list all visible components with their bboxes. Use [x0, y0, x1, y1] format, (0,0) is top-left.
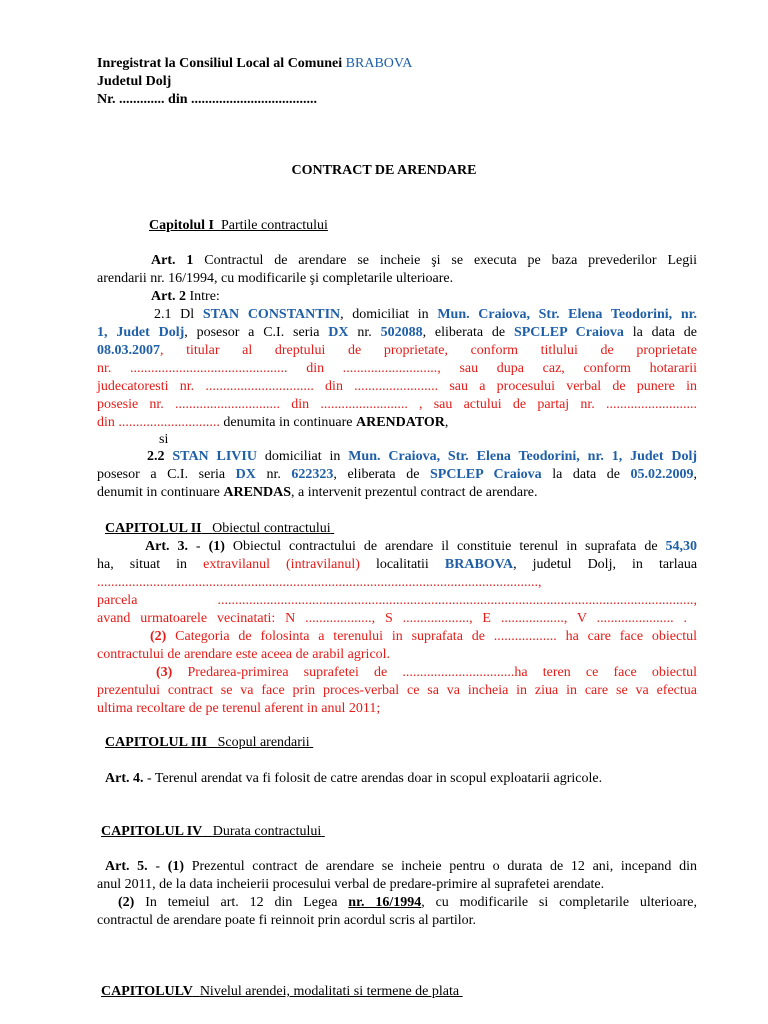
art5-law-reference: nr. 16/1994 — [348, 895, 422, 910]
art3-paragraph-1: (1) — [208, 539, 225, 554]
party-1-line5: judecatoresti nr. ............................... din ........................ sau a procesului verbal de punere in — [97, 379, 697, 394]
art3-line1: Art. 3. - (1) Obiectul contractului de arendare il constituie terenul in suprafata de 54,30 — [145, 539, 698, 554]
chapter-1-label: Capitolul I — [149, 218, 214, 233]
art5-text-1: Prezentul contract de arendare se incheie pentru o durata de 12 ani, incepand din — [191, 859, 697, 874]
party-1-domicile-label: , domiciliat in — [340, 307, 429, 322]
art1-text-1: Contractul de arendare se incheie şi se executa pe baza prevederilor Legii — [204, 253, 697, 268]
party-2-id-number: 622323 — [291, 467, 334, 482]
chapter-4-label: CAPITOLUL IV — [101, 824, 203, 839]
party-1-number: 2.1 Dl — [154, 307, 195, 322]
art5-line3 — [118, 894, 697, 912]
art5-label: Art. 5. — [105, 859, 148, 874]
art4-label: Art. 4. — [105, 771, 144, 786]
party-2-line3 — [97, 484, 537, 502]
header-county: Judetul Dolj — [97, 74, 172, 89]
chapter-3-heading — [105, 734, 313, 752]
party-2-domicile-label: domiciliat in — [264, 449, 341, 464]
art3-dots: .............................................................................................................................., — [97, 575, 542, 590]
party-1-line3 — [97, 342, 697, 360]
chapter-4-heading — [101, 823, 325, 841]
art3-line2 — [97, 556, 697, 574]
art5-text-3a: In temeiul art. 12 din Legea — [145, 895, 338, 910]
chapter-2-label: CAPITOLUL II — [105, 521, 202, 536]
art5-paragraph-1: (1) — [167, 859, 185, 874]
party-2-issue-date: 05.02.2009 — [630, 467, 694, 482]
art3-text-1: Obiectul contractului de arendare il constituie terenul in suprafata de — [232, 539, 658, 554]
party-1-address-2: 1, Judet Dolj — [97, 325, 185, 340]
chapter-5-label: CAPITOLULV — [101, 984, 193, 999]
chapter-3-label: CAPITOLUL III — [105, 735, 208, 750]
art5-text-3b: , cu modificarile si completarile ulterioare, — [421, 895, 698, 910]
party-2-name: STAN LIVIU — [172, 449, 257, 464]
party-1-id-series: DX — [328, 325, 349, 340]
chapter-1-heading — [149, 217, 328, 235]
art3-p2-text-1: Categoria de folosinta a terenului in suprafata de .................. ha care face obiectul — [175, 629, 697, 644]
chapter-1-subtitle: Partile contractului — [220, 218, 328, 233]
art5-line2: anul 2011, de la data incheierii procesului verbal de predare-primire al suprafetei arendate. — [97, 877, 605, 892]
art1-line1 — [151, 252, 697, 270]
party-1-role: ARENDATOR — [355, 415, 445, 430]
party-1-line2 — [97, 324, 697, 342]
art3-neighbours: avand urmatoarele vecinatati: N ..................., S ..................., E .................., V ...................... . — [97, 611, 687, 626]
art3-paragraph-2: (2) — [150, 629, 167, 644]
art5-line1: Art. 5. - (1) Prezentul contract de arendare se incheie pentru o durata de 12 ani, incepand din — [105, 859, 697, 874]
party-1-line1 — [154, 306, 697, 324]
party-2-id-label: posesor a C.I. seria — [97, 467, 226, 482]
header-number: Nr. ............. din .................................... — [97, 92, 318, 107]
header-commune: BRABOVA — [345, 56, 413, 71]
chapter-2-subtitle: Obiectul contractului — [212, 521, 331, 536]
party-2-line1 — [147, 448, 697, 466]
art3-county-text: , judetul Dolj, in tarlaua — [513, 557, 698, 572]
art5-line4: contractul de arendare poate fi reinnoit prin acordul scris al partilor. — [97, 913, 477, 928]
art2-intro-text: Intre: — [189, 289, 220, 304]
party-1-issued-label: , eliberata de — [422, 325, 506, 340]
art3-p2-line2: contractului de arendare este aceea de arabil agricol. — [97, 647, 391, 662]
party-1-issue-date: 08.03.2007 — [97, 343, 160, 358]
party-1-title-text: , titular al dreptului de proprietate, conform titlului de proprietate — [160, 343, 697, 358]
art4-text: - Terenul arendat va fi folosit de catre arendas doar in scopul exploatarii agricole. — [147, 771, 603, 786]
art3-p2-line1 — [150, 628, 697, 646]
party-1-id-nr-label: nr. — [357, 325, 372, 340]
art3-label: Art. 3. — [145, 539, 188, 554]
party-2-id-series: DX — [235, 467, 256, 482]
party-2-designation-label: denumit in continuare — [97, 485, 220, 500]
chapter-5-heading — [101, 983, 463, 1001]
art2-label: Art. 2 — [151, 289, 186, 304]
party-2-date-label: la data de — [552, 467, 620, 482]
art1-label: Art. 1 — [151, 253, 194, 268]
party-1-line4: nr. ............................................. din ..........................., sau dupa caz, conform hotararii — [97, 361, 697, 376]
chapter-5-subtitle: Nivelul arendei, modalitati si termene de plata — [199, 984, 460, 999]
art3-p3-text-1: Predarea-primirea suprafetei de ................................ha teren ce face obiectul — [187, 665, 698, 680]
party-1-id-number: 502088 — [380, 325, 423, 340]
header-registration-text: Inregistrat la Consiliul Local al Comunei — [97, 56, 346, 71]
art3-area: 54,30 — [665, 539, 698, 554]
party-2-number: 2.2 — [147, 449, 165, 464]
party-2-address: Mun. Craiova, Str. Elena Teodorini, nr. 1, Judet Dolj — [348, 449, 698, 464]
party-1-address-1: Mun. Craiova, Str. Elena Teodorini, nr. — [437, 307, 698, 322]
art5-paragraph-2: (2) — [118, 895, 135, 910]
party-1-designation-label: denumita in continuare — [223, 415, 353, 430]
art3-commune: BRABOVA — [444, 557, 514, 572]
party-1-partition-date: din ............................. — [97, 415, 220, 430]
party-1-id-label: , posesor a C.I. seria — [184, 325, 320, 340]
chapter-2-heading — [105, 520, 334, 538]
party-2-id-nr-label: nr. — [266, 467, 281, 482]
art3-p3-line3: ultima recoltare de pe terenul aferent in anul 2011; — [97, 701, 381, 716]
art3-ha-label: ha, situat in — [97, 557, 188, 572]
art1-line2: arendarii nr. 16/1994, cu modificarile şi completarile ulterioare. — [97, 271, 454, 286]
art3-p3-line2: prezentului contract se va face prin proces-verbal ce sa va incheia in ziua in care se va efectua — [97, 683, 697, 698]
art3-p3-line1 — [156, 664, 697, 682]
art3-zone: extravilanul (intravilanul) — [203, 557, 360, 572]
party-1-issuer: SPCLEP Craiova — [513, 325, 624, 340]
document-title: CONTRACT DE ARENDARE — [291, 163, 477, 178]
party-2-issuer: SPCLEP Craiova — [429, 467, 542, 482]
art3-paragraph-3: (3) — [156, 665, 173, 680]
party-1-date-label: la data de — [632, 325, 698, 340]
party-1-line7: din ............................. denumita in continuare ARENDATOR, — [97, 415, 449, 430]
party-1-name: STAN CONSTANTIN — [202, 307, 341, 322]
chapter-4-subtitle: Durata contractului — [212, 824, 322, 839]
header-registration — [97, 55, 412, 73]
art3-parcela: parcela ........................................................................................................................................, — [97, 593, 697, 608]
chapter-3-subtitle: Scopul arendarii — [217, 735, 310, 750]
party-2-line2: posesor a C.I. seria DX nr. 622323, eliberata de SPCLEP Craiova la data de 05.02.2009, — [97, 467, 698, 482]
conjunction-si: si — [159, 432, 169, 447]
party-2-closing-text: , a intervenit prezentul contract de arendare. — [291, 485, 538, 500]
party-2-role: ARENDAS — [223, 485, 292, 500]
party-1-line6: posesie nr. .............................. din ......................... , sau actului de partaj nr. .......................... — [97, 397, 697, 412]
art2-intro — [151, 288, 220, 306]
party-2-issued-label: , eliberata de — [333, 467, 420, 482]
art3-locality-label: localitatii — [375, 557, 429, 572]
art4-line — [105, 770, 602, 788]
